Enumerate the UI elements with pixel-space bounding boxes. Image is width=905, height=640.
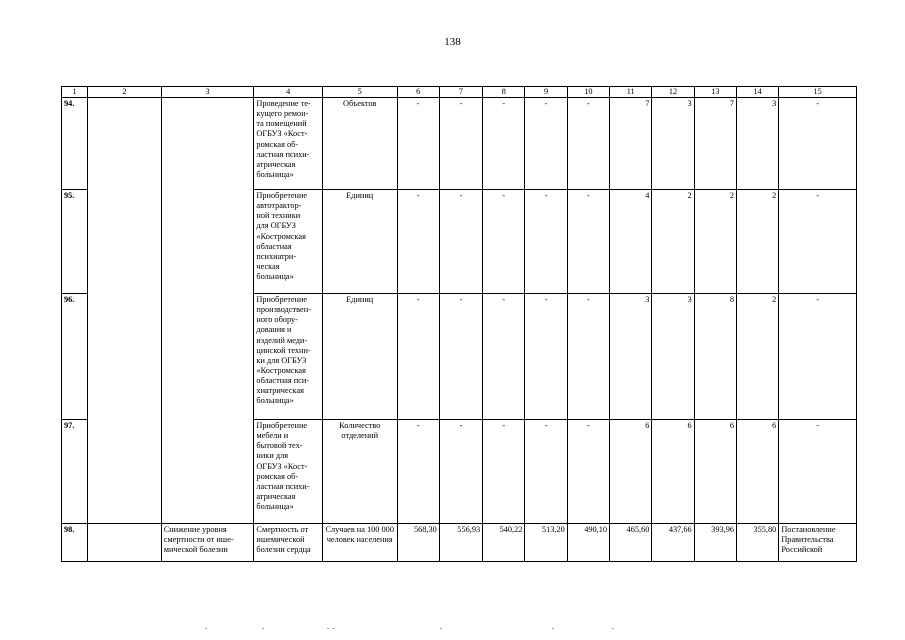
value-cell: 3 <box>652 98 694 190</box>
goal-cell <box>88 524 162 562</box>
header-cell: 13 <box>694 87 736 98</box>
header-cell: 6 <box>397 87 439 98</box>
value-cell: 3 <box>610 294 652 420</box>
value-cell: - <box>397 420 439 524</box>
value-cell: 3 <box>652 294 694 420</box>
value-cell: 6 <box>694 420 736 524</box>
header-cell: 10 <box>567 87 609 98</box>
value-cell: 6 <box>610 420 652 524</box>
value-cell: 2 <box>737 294 779 420</box>
value-cell: - <box>439 294 482 420</box>
value-cell: 393,96 <box>694 524 736 562</box>
value-cell: 6 <box>737 420 779 524</box>
value-cell: - <box>397 190 439 294</box>
value-cell: 8 <box>694 294 736 420</box>
value-cell: 7 <box>610 98 652 190</box>
value-cell: - <box>483 190 525 294</box>
unit-cell: Единиц <box>322 294 397 420</box>
value-cell: 437,66 <box>652 524 694 562</box>
value-cell: - <box>525 190 567 294</box>
row-number-cell: 94. <box>62 98 88 190</box>
value-cell: 490,10 <box>567 524 609 562</box>
indicator-name-cell: Проведение те- кущего ремон- та помещений ОГБУЗ «Кост- ромская об- ластная психи- атрическая больница» <box>254 98 323 190</box>
value-cell: - <box>525 294 567 420</box>
header-cell: 9 <box>525 87 567 98</box>
value-cell: - <box>567 190 609 294</box>
unit-cell: Случаев на 100 000 человек населения <box>322 524 397 562</box>
value-cell: 4 <box>610 190 652 294</box>
task-cell <box>161 98 254 524</box>
value-cell: 6 <box>652 420 694 524</box>
unit-cell: Объектов <box>322 98 397 190</box>
task-cell: Снижение уровня смертности от ише- мической болезни <box>161 524 254 562</box>
table-body <box>62 87 857 562</box>
value-cell: - <box>567 420 609 524</box>
value-cell: - <box>483 294 525 420</box>
row-number-cell: 96. <box>62 294 88 420</box>
value-cell: 2 <box>737 190 779 294</box>
value-cell: 3 <box>737 98 779 190</box>
goal-cell <box>88 98 162 524</box>
value-cell: 2 <box>652 190 694 294</box>
value-cell: 568,30 <box>397 524 439 562</box>
value-cell: 556,93 <box>439 524 482 562</box>
page-number: 138 <box>444 36 461 48</box>
unit-cell: Единиц <box>322 190 397 294</box>
row-number-cell: 95. <box>62 190 88 294</box>
table-row <box>62 98 857 190</box>
unit-cell: Количество отделений <box>322 420 397 524</box>
value-cell: 513,20 <box>525 524 567 562</box>
value-cell: 7 <box>694 98 736 190</box>
header-cell: 12 <box>652 87 694 98</box>
indicator-name-cell: Приобретение автотрактор- ной техники для ОГБУЗ «Костромская областная психиатри- ческая больница» <box>254 190 323 294</box>
header-cell: 5 <box>322 87 397 98</box>
indicator-name-cell: Смертность от ишемической болезни сердца <box>254 524 323 562</box>
indicator-name-cell: Приобретение мебели и бытовой тех- ники для ОГБУЗ «Кост- ромская об- ластная психи- атрическая больница» <box>254 420 323 524</box>
source-cell: Постановление Правительства Российской <box>779 524 857 562</box>
value-cell: - <box>525 98 567 190</box>
value-cell: - <box>525 420 567 524</box>
value-cell: - <box>439 190 482 294</box>
header-cell: 3 <box>161 87 254 98</box>
value-cell: - <box>439 420 482 524</box>
source-cell: - <box>779 420 857 524</box>
indicator-name-cell: Приобретение производствен- ного обору- дования и изделий меди- цинской техни- ки для ОГБУЗ «Костромская областная пси- хиатрическая больница» <box>254 294 323 420</box>
table-row <box>62 524 857 562</box>
source-cell: - <box>779 190 857 294</box>
value-cell: - <box>567 294 609 420</box>
value-cell: - <box>483 420 525 524</box>
source-cell: - <box>779 294 857 420</box>
value-cell: 355,80 <box>737 524 779 562</box>
value-cell: - <box>439 98 482 190</box>
header-cell: 2 <box>88 87 162 98</box>
value-cell: 2 <box>694 190 736 294</box>
header-cell: 4 <box>254 87 323 98</box>
value-cell: - <box>483 98 525 190</box>
source-cell: - <box>779 98 857 190</box>
header-cell: 7 <box>439 87 482 98</box>
header-row <box>62 87 857 98</box>
value-cell: - <box>397 294 439 420</box>
row-number-cell: 98. <box>62 524 88 562</box>
scan-artifacts <box>0 628 905 634</box>
header-cell: 14 <box>737 87 779 98</box>
row-number-cell: 97. <box>62 420 88 524</box>
header-cell: 11 <box>610 87 652 98</box>
value-cell: - <box>397 98 439 190</box>
header-cell: 15 <box>779 87 857 98</box>
value-cell: - <box>567 98 609 190</box>
value-cell: 465,60 <box>610 524 652 562</box>
value-cell: 540,22 <box>483 524 525 562</box>
header-cell: 1 <box>62 87 88 98</box>
header-cell: 8 <box>483 87 525 98</box>
indicator-table <box>61 86 857 562</box>
